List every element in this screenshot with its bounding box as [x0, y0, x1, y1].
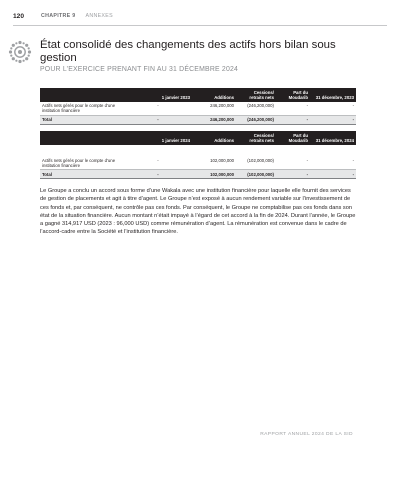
total-label: Total — [40, 115, 124, 124]
table-cell: - — [310, 145, 356, 170]
table-cell: (246,200,000) — [236, 115, 276, 124]
title-block — [40, 39, 360, 73]
table-cell: - — [276, 115, 310, 124]
section-label: ANNEXES — [85, 13, 113, 19]
table-cell: 102,000,000 — [192, 170, 236, 179]
body-paragraph: Le Groupe a conclu un accord sous forme d’une Wakala avec une institution financière pour laquelle elle fournit des services de gestion de placements et agit à titre d’agent. Le Groupe n’est exposé à aucun rendement variable sur l’investissement de ces fonds et, par conséquent, ne contrôle pas ces fonds. Par conséquent, le Groupe ne comptabilise pas ces fonds dans son état de la situation financière. Aucun montant n’était impayé à l’égard de cet accord à la fin de 2024. Durant l’année, le Groupe a gagné 314,917 USD (2023 : 96,000 USD) comme rémunération d’agent. La rémunération est convenue dans le cadre de l’accord-cadre entre la Société et l’institution financière. — [40, 188, 356, 236]
chapter-label: CHAPITRE 9 — [41, 13, 76, 19]
table-cell: - — [310, 115, 356, 124]
total-row — [40, 115, 356, 124]
table-header-row — [40, 88, 356, 102]
table-cell: - — [310, 102, 356, 116]
table-cell: 246,200,000 — [192, 115, 236, 124]
table-cell: (102,000,000) — [236, 170, 276, 179]
page-number: 120 — [13, 12, 25, 20]
header-cell: Additions — [192, 88, 236, 102]
page-title: État consolidé des changements des actifs hors bilan sous gestion — [40, 39, 336, 64]
row-label: Actifs nets gérés pour le compte d’une institution financière — [40, 102, 124, 116]
changes-table-2023 — [40, 88, 356, 125]
table-row — [40, 102, 356, 116]
table-cell: - — [124, 145, 192, 170]
page-subtitle: POUR L’EXERCICE PRENANT FIN AU 31 DÉCEMBRE 2024 — [40, 66, 239, 73]
table-cell: - — [310, 170, 356, 179]
running-header — [13, 10, 387, 22]
header-cell: Cessions/ retraits nets — [236, 88, 276, 102]
table-cell: 102,000,000 — [192, 145, 236, 170]
footer-text: RAPPORT ANNUEL 2024 DE LA SID — [260, 432, 353, 437]
total-row — [40, 170, 356, 179]
total-label: Total — [40, 170, 124, 179]
header-cell — [40, 131, 124, 145]
header-cell: Part du Moudarib — [276, 131, 310, 145]
row-label: Actifs nets gérés pour le compte d’une institution financière — [40, 145, 124, 170]
table-header-row — [40, 131, 356, 145]
table-cell: - — [276, 102, 310, 116]
header-cell: 31 décembre, 2024 — [310, 131, 356, 145]
table-cell: - — [124, 102, 192, 116]
header-cell: Part du Moudarib — [276, 88, 310, 102]
header-cell: Additions — [192, 131, 236, 145]
header-cell: 31 décembre, 2023 — [310, 88, 356, 102]
table-cell: - — [124, 170, 192, 179]
table-row — [40, 145, 356, 170]
changes-table-2024 — [40, 131, 356, 179]
header-cell — [40, 88, 124, 102]
table-cell: (102,000,000) — [236, 145, 276, 170]
header-divider — [13, 25, 387, 26]
table-cell: 246,200,000 — [192, 102, 236, 116]
header-cell: Cessions/ retraits nets — [236, 131, 276, 145]
header-cell: 1 janvier 2024 — [124, 131, 192, 145]
table-cell: - — [276, 145, 310, 170]
emblem-icon — [8, 40, 32, 64]
table-cell: (246,200,000) — [236, 102, 276, 116]
table-cell: - — [124, 115, 192, 124]
table-cell: - — [276, 170, 310, 179]
header-cell: 1 janvier 2023 — [124, 88, 192, 102]
